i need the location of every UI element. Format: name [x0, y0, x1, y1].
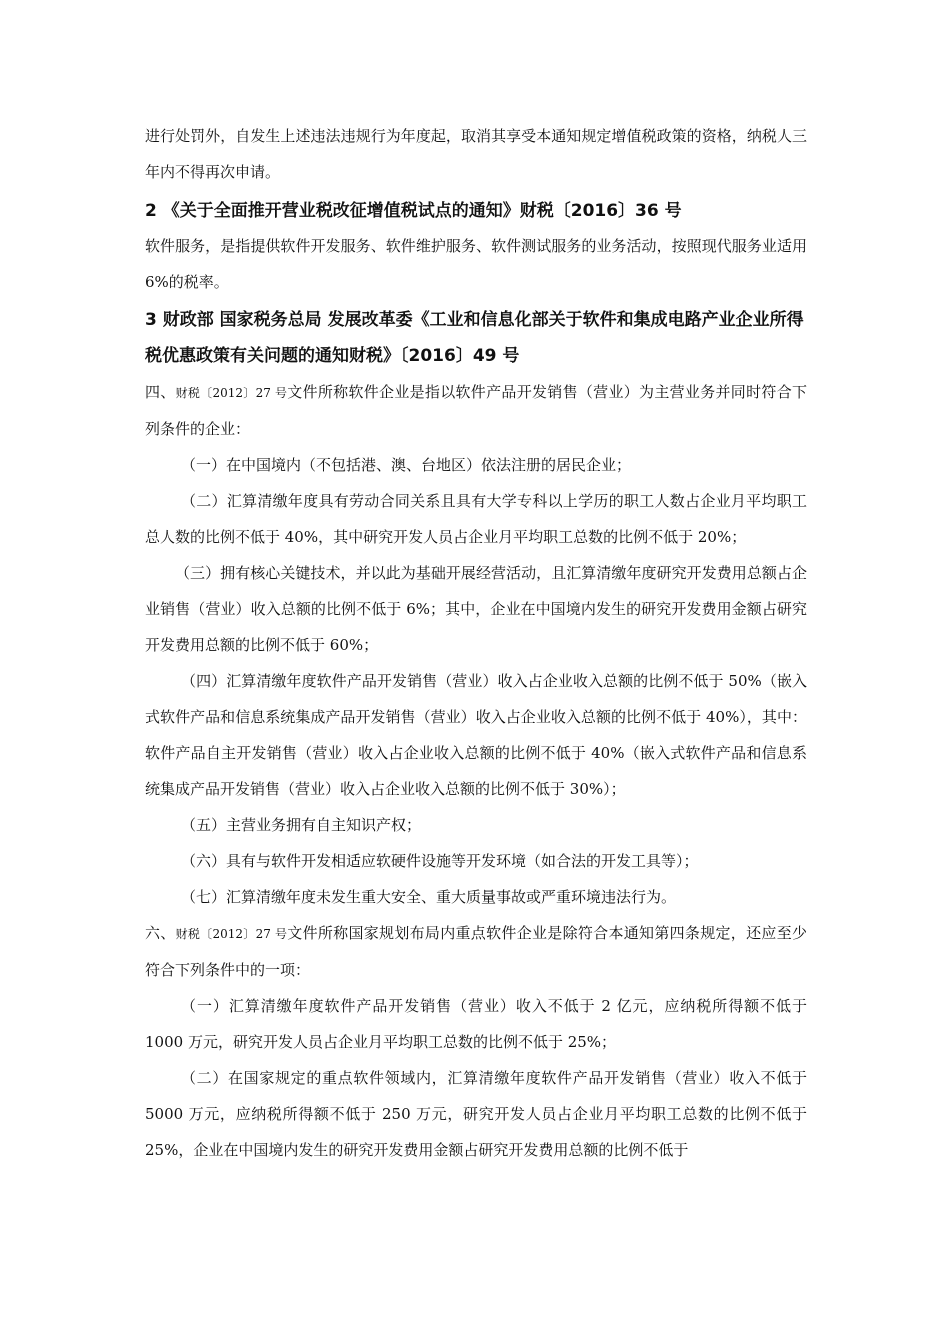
condition-4: （四）汇算清缴年度软件产品开发销售（营业）收入占企业收入总额的比例不低于 50%（嵌入式软件产品和信息系统集成产品开发销售（营业）收入占企业收入总额的比例不低于 40%），其中：软件产品自主开发销售（营业）收入占企业收入总额的比例不低于 40%（嵌入式软件产品和信息系统集成产品开发销售（营业）收入占企业收入总额的比例不低于 30%）； [145, 672, 807, 798]
condition-1: （一）在中国境内（不包括港、澳、台地区）依法注册的居民企业； [181, 456, 632, 474]
section-six [145, 915, 807, 988]
heading-notice-36: 2 《关于全面推开营业税改征增值税试点的通知》财税〔2016〕36 号 [145, 201, 682, 221]
section-six-text: 文件所称国家规划布局内重点软件企业是除符合本通知第四条规定，还应至少符合下列条件中的一项： [145, 924, 807, 979]
condition-6: （六）具有与软件开发相适应软硬件设施等开发环境（如合法的开发工具等）； [181, 852, 699, 870]
condition-3: （三）拥有核心关键技术，并以此为基础开展经营活动，且汇算清缴年度研究开发费用总额占企业销售（营业）收入总额的比例不低于 6%；其中，企业在中国境内发生的研究开发费用金额占研究开发费用总额的比例不低于 60%； [145, 564, 807, 654]
heading-notice-49: 3 财政部 国家税务总局 发展改革委《工业和信息化部关于软件和集成电路产业企业所得税优惠政策有关问题的通知财税》〔2016〕49 号 [145, 310, 804, 366]
key-condition-1: （一）汇算清缴年度软件产品开发销售（营业）收入不低于 2 亿元，应纳税所得额不低于 1000 万元，研究开发人员占企业月平均职工总数的比例不低于 25%； [145, 997, 807, 1051]
section-four-prefix: 四、 [145, 383, 176, 401]
condition-2: （二）汇算清缴年度具有劳动合同关系且具有大学专科以上学历的职工人数占企业月平均职工总人数的比例不低于 40%，其中研究开发人员占企业月平均职工总数的比例不低于 20%； [145, 492, 807, 546]
section-six-ref: 财税〔2012〕27 号 [175, 927, 288, 941]
condition-7: （七）汇算清缴年度未发生重大安全、重大质量事故或严重环境违法行为。 [181, 888, 677, 906]
condition-5: （五）主营业务拥有自主知识产权； [181, 816, 422, 834]
paragraph-penalty: 进行处罚外，自发生上述违法违规行为年度起，取消其享受本通知规定增值税政策的资格，纳税人三年内不得再次申请。 [145, 127, 807, 181]
section-four-ref: 财税〔2012〕27 号 [175, 386, 288, 400]
section-six-prefix: 六、 [145, 924, 176, 942]
section-four [145, 374, 807, 447]
document-page [145, 118, 807, 1168]
paragraph-software-service: 软件服务，是指提供软件开发服务、软件维护服务、软件测试服务的业务活动，按照现代服务业适用 6%的税率。 [145, 237, 807, 291]
key-condition-2: （二）在国家规定的重点软件领域内，汇算清缴年度软件产品开发销售（营业）收入不低于 5000 万元，应纳税所得额不低于 250 万元，研究开发人员占企业月平均职工总数的比例不低于 25%，企业在中国境内发生的研究开发费用金额占研究开发费用总额的比例不低于 [145, 1069, 807, 1159]
section-four-text: 文件所称软件企业是指以软件产品开发销售（营业）为主营业务并同时符合下列条件的企业： [145, 383, 807, 438]
